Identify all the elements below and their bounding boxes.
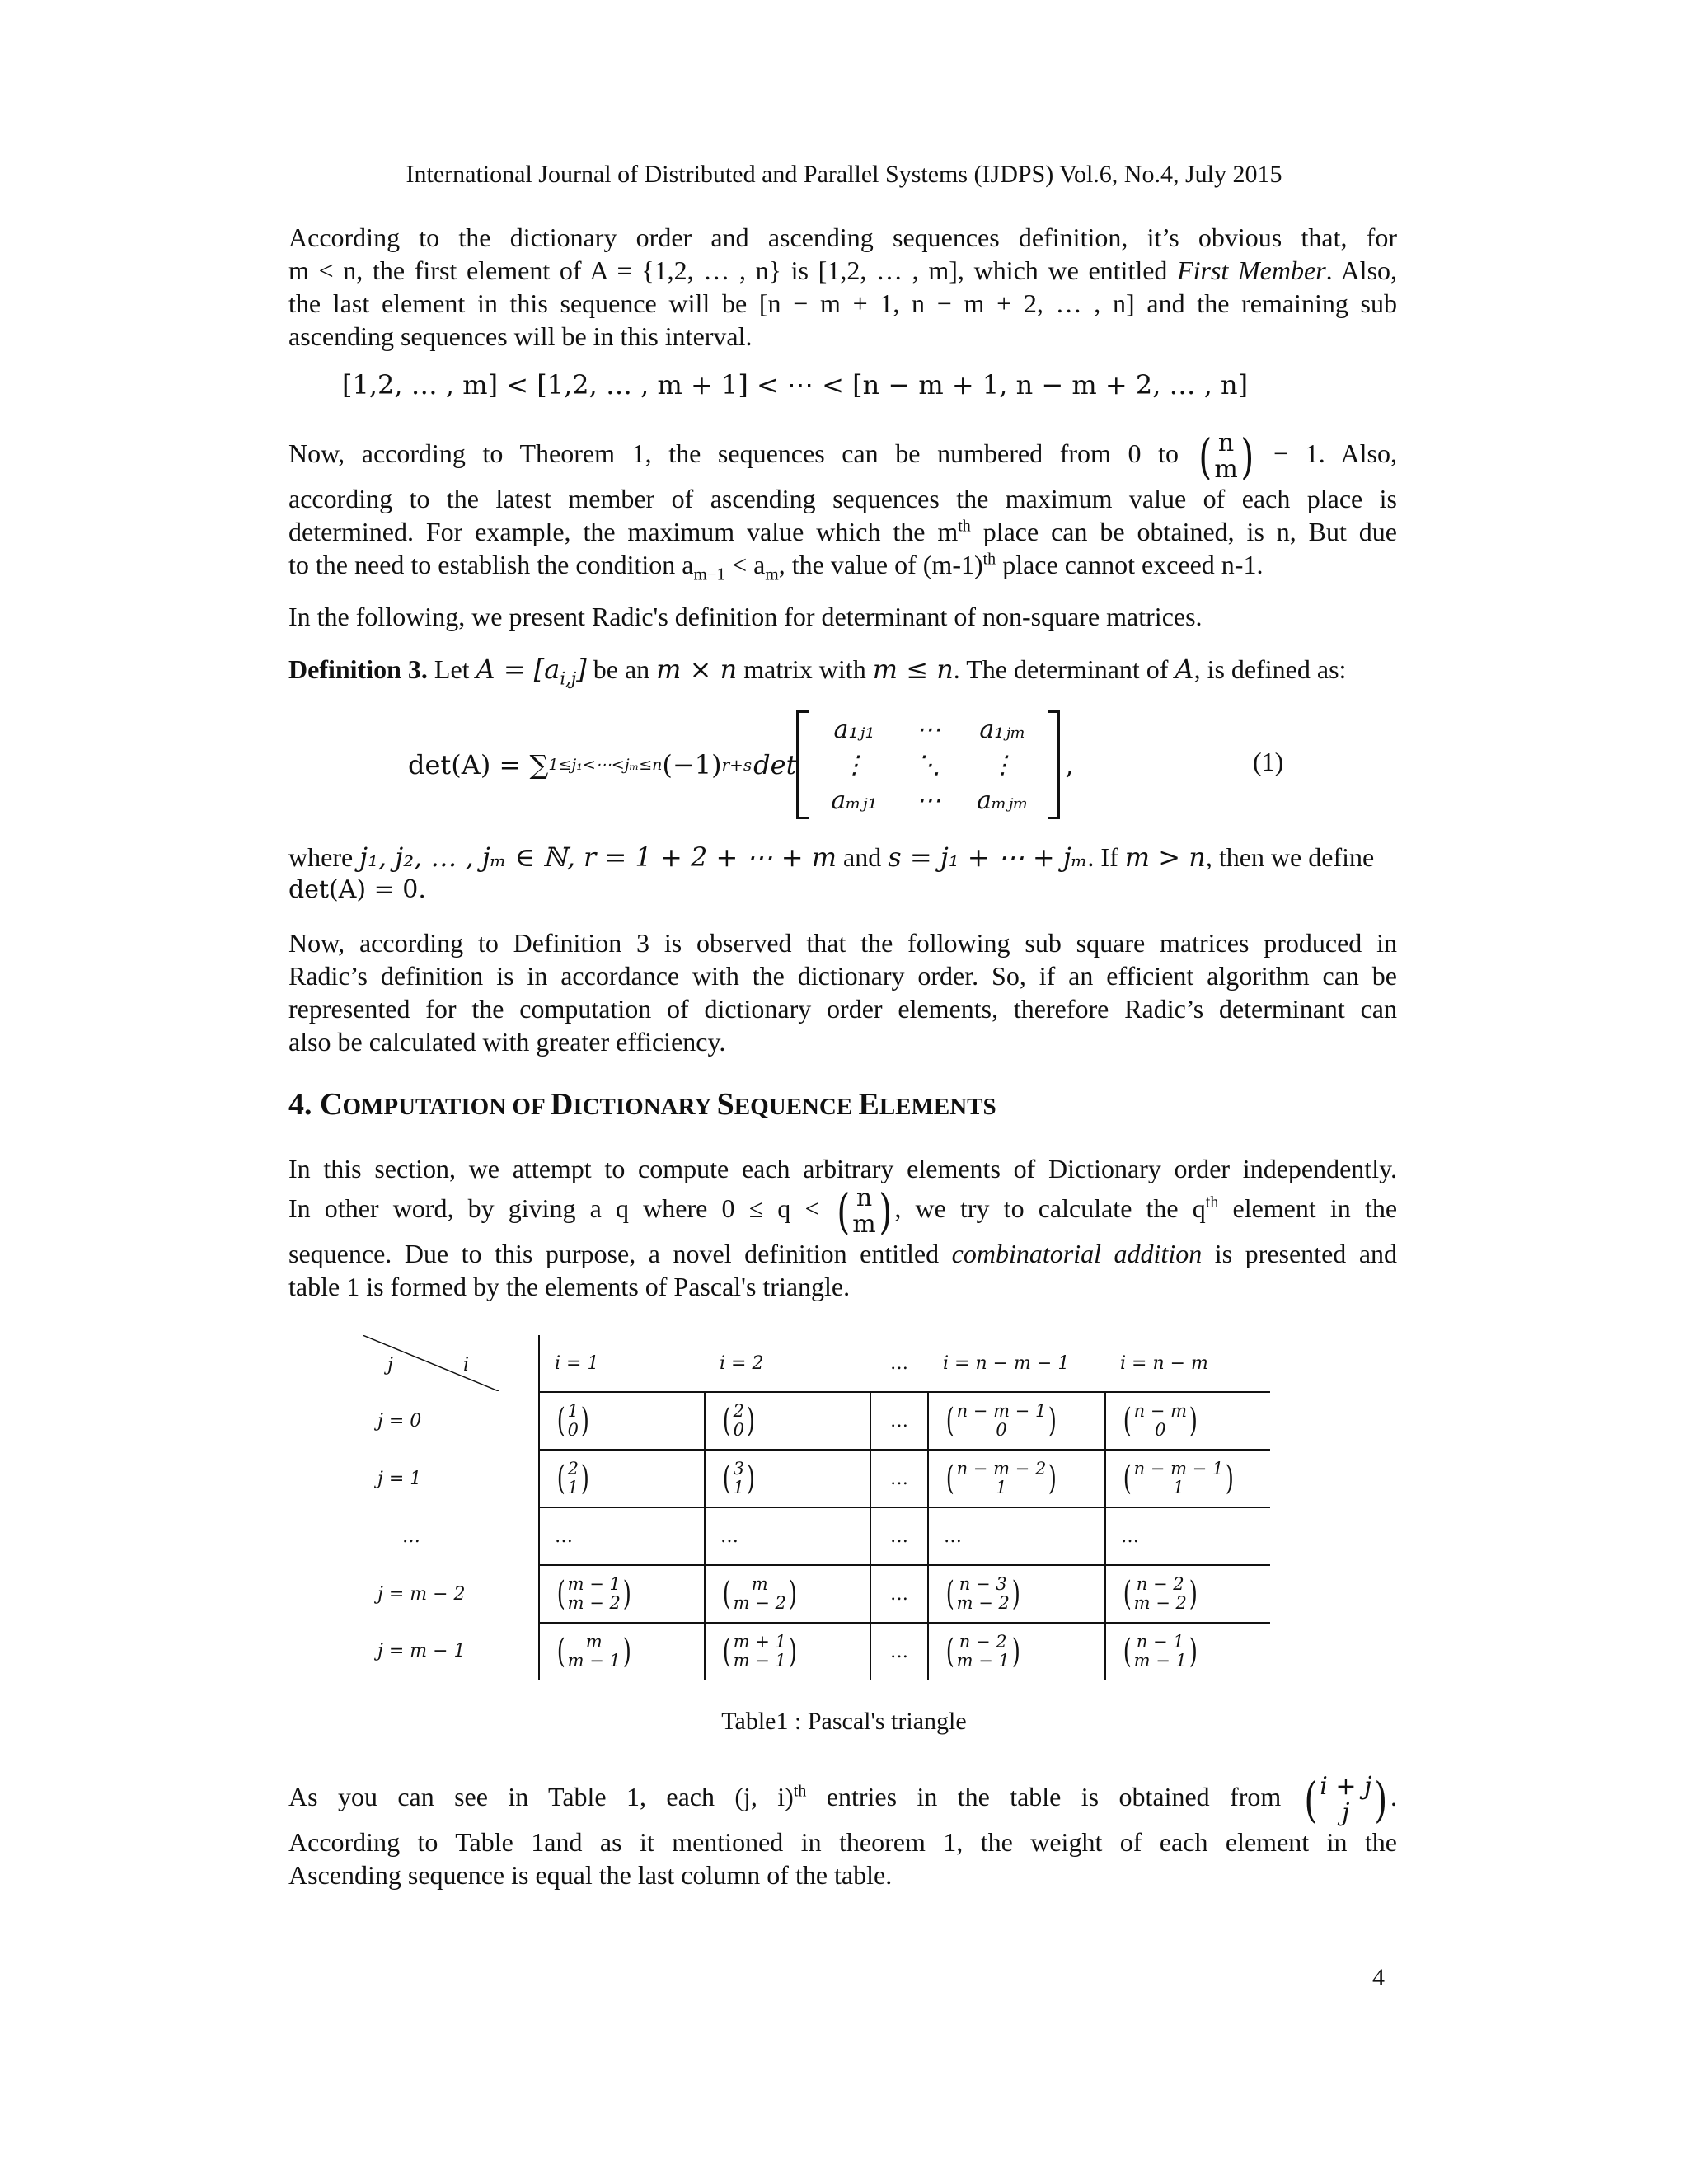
math: j₁, j₂, … , jₘ ∈ ℕ, r = 1 + 2 + ⋯ + m xyxy=(359,841,837,873)
binomial-bottom: 0 xyxy=(567,1420,579,1440)
text-line: table 1 is formed by the elements of Pascal's triangle. xyxy=(288,1272,851,1301)
submatrix xyxy=(796,710,1060,819)
heading-small-caps: LEMENTS xyxy=(879,1094,996,1120)
binomial-top: m xyxy=(751,1573,768,1594)
column-header: … xyxy=(890,1352,908,1374)
row-label: … xyxy=(402,1526,420,1547)
matrix-entry: a₁ⱼₘ xyxy=(979,715,1026,744)
binomial-bottom: m − 2 xyxy=(567,1593,621,1613)
equation-sign: (−1) xyxy=(662,749,722,780)
table-cell xyxy=(705,1392,870,1450)
table-cell xyxy=(539,1392,705,1450)
column-header: i = 1 xyxy=(539,1335,705,1392)
binomial: ( n − 3 m − 2 ) xyxy=(945,1573,1020,1613)
heading-small-caps: OMPUTATION xyxy=(342,1094,513,1120)
definition-label: Definition 3. xyxy=(288,654,428,684)
text-line: determined. For example, the maximum value which the m xyxy=(288,517,959,546)
binomial-top: 1 xyxy=(567,1400,579,1421)
table-cell: … xyxy=(1105,1507,1270,1565)
table-cell xyxy=(928,1623,1105,1680)
text-line: . If xyxy=(1087,842,1125,872)
equation-1: det(A) = ∑ 1≤j₁<⋯<jₘ≤n (−1) r+s det a₁ⱼ₁ ⋯ a₁ⱼₘ ⋮ ⋱ ⋮ aₘⱼ₁ ⋯ aₘⱼₘ , xyxy=(408,707,1074,823)
corner-label-i: i xyxy=(463,1355,470,1376)
paragraph-section-intro xyxy=(288,1152,1397,1303)
binomial-bottom: m − 2 xyxy=(1133,1593,1187,1613)
text-line: Now, according to Theorem 1, the sequences can be numbered from 0 to xyxy=(288,438,1179,468)
text-line: according to the latest member of ascending sequences the maximum value of each place is xyxy=(288,484,1397,513)
table-cell: … xyxy=(870,1507,928,1565)
table-row xyxy=(363,1507,1270,1565)
paragraph-sub-square xyxy=(288,926,1397,1058)
matrix-entry: ⋯ xyxy=(916,785,941,815)
equation-number: (1) xyxy=(1253,747,1284,776)
binomial: ( 2 0 ) xyxy=(722,1400,755,1440)
row-label: j = 0 xyxy=(377,1410,422,1432)
text-line: According to the dictionary order and ascending sequences definition, it’s obvious that, for xyxy=(288,223,1397,252)
binomial-bottom: 0 xyxy=(733,1420,744,1440)
binomial-bottom: m − 1 xyxy=(733,1651,786,1671)
table-cell: … xyxy=(870,1450,928,1507)
binomial: ( n − 1 m − 1 ) xyxy=(1123,1631,1198,1671)
column-header: i = n − m − 1 xyxy=(943,1352,1070,1374)
binomial-bottom: j xyxy=(1342,1797,1350,1827)
text-line: be an xyxy=(586,654,657,684)
binomial-bottom: m xyxy=(852,1209,876,1239)
binomial-top: m − 1 xyxy=(567,1573,621,1594)
text-line: . Also, xyxy=(1325,255,1398,285)
superscript: th xyxy=(982,550,996,569)
text-line: In the following, we present Radic's definition for determinant of non-square matrices. xyxy=(288,602,1203,631)
binomial-top: n − 2 xyxy=(959,1631,1007,1652)
emphasis-combinatorial-addition: combinatorial addition xyxy=(951,1239,1203,1268)
binomial: ( 1 0 ) xyxy=(556,1400,589,1440)
text-line: Now, according to Definition 3 is observed that the following sub square matrices produced in xyxy=(288,928,1397,958)
heading-small-caps: ICTIONARY xyxy=(573,1094,717,1120)
binomial: ( m + 1 m − 1 ) xyxy=(722,1631,797,1671)
text-line: place cannot exceed n-1. xyxy=(996,550,1264,579)
equation-comma: , xyxy=(1065,749,1074,780)
text-line: is presented and xyxy=(1202,1239,1398,1268)
text-line: According to Table 1and as it mentioned in theorem 1, the weight of each element in the xyxy=(288,1827,1397,1858)
binomial: ( n − 2 m − 1 ) xyxy=(945,1631,1020,1671)
binomial: ( n − m − 1 0 ) xyxy=(945,1400,1057,1440)
text-line: element in the xyxy=(1218,1193,1398,1223)
paragraph-numbering xyxy=(288,428,1398,584)
math: m ≤ n xyxy=(872,654,954,685)
binomial-top: n − m xyxy=(1133,1400,1187,1421)
binomial-bottom: 1 xyxy=(996,1478,1007,1497)
binomial-top: n xyxy=(856,1183,873,1212)
column-header: i = 2 xyxy=(720,1352,764,1374)
sequence-chain: [1,2, … , m] < [1,2, … , m + 1] < ⋯ < [n − m + 1, n − m + 2, … , n] xyxy=(342,369,1249,401)
binomial-bottom: m − 2 xyxy=(956,1593,1010,1613)
text-line: In this section, we attempt to compute each arbitrary elements of Dictionary order independently. xyxy=(288,1154,1397,1183)
running-header: International Journal of Distributed and Parallel Systems (IJDPS) Vol.6, No.4, July 2015 xyxy=(406,161,1282,188)
binomial-top: m + 1 xyxy=(733,1631,786,1652)
table-cell: … xyxy=(705,1507,870,1565)
binomial-bottom: m xyxy=(1214,454,1238,484)
binomial-bottom: m − 2 xyxy=(733,1593,786,1613)
binomial: ( n − m − 1 1 ) xyxy=(1123,1458,1235,1497)
math: A xyxy=(1175,654,1194,685)
text-line: . xyxy=(1390,1782,1398,1811)
heading-cap: S xyxy=(716,1087,734,1122)
text-line: also be calculated with greater efficiency. xyxy=(288,1027,726,1057)
table-row xyxy=(363,1392,1270,1450)
binomial-bottom: m − 1 xyxy=(956,1651,1010,1671)
binomial-n-m: ( n m ) xyxy=(1198,428,1254,485)
matrix-entry: aₘⱼₘ xyxy=(977,785,1029,815)
binomial-top: n − 2 xyxy=(1136,1573,1184,1594)
math: ] xyxy=(576,654,587,685)
binomial-top: n − m − 1 xyxy=(1133,1458,1224,1479)
math: m × n xyxy=(656,654,738,685)
heading-cap: C xyxy=(320,1087,343,1122)
binomial-top: n − 1 xyxy=(1136,1631,1184,1652)
binomial-i-plus-j: ( i + j j ) xyxy=(1304,1771,1388,1828)
text-line: ascending sequences will be in this interval. xyxy=(288,321,753,351)
heading-small-caps: OF xyxy=(512,1094,551,1120)
text-line: Radic’s definition is in accordance with the dictionary order. So, if an efficient algorithm can be xyxy=(288,961,1397,991)
text-line: < a xyxy=(725,550,766,579)
table-cell xyxy=(1105,1392,1270,1450)
table-cell xyxy=(1105,1565,1270,1623)
column-header: i = n − m xyxy=(1120,1352,1208,1374)
table-cell xyxy=(705,1623,870,1680)
section-number: 4. xyxy=(288,1087,320,1122)
matrix-entry: aₘⱼ₁ xyxy=(831,785,878,815)
det-operator: det xyxy=(753,749,797,780)
binomial: ( m m − 1 ) xyxy=(556,1631,631,1671)
row-label: j = m − 1 xyxy=(377,1641,466,1661)
text-line: In other word, by giving a q where 0 ≤ q < xyxy=(288,1193,820,1223)
matrix-entry: ⋮ xyxy=(842,750,867,780)
table-row xyxy=(363,1565,1270,1623)
corner-label-j: j xyxy=(387,1355,393,1376)
table-cell xyxy=(539,1450,705,1507)
table-cell xyxy=(1105,1450,1270,1507)
matrix-entry: a₁ⱼ₁ xyxy=(833,715,875,744)
subscript: m−1 xyxy=(693,564,726,584)
section-heading xyxy=(288,1086,996,1122)
binomial-top: m xyxy=(585,1631,603,1652)
text-line: the last element in this sequence will be [n − m + 1, n − m + 2, … , n] and the remaining sub xyxy=(288,288,1397,318)
binomial-top: 2 xyxy=(567,1458,579,1479)
table-row xyxy=(363,1623,1270,1680)
table-cell xyxy=(928,1450,1105,1507)
table-cell: … xyxy=(870,1392,928,1450)
binomial: ( n − m 0 ) xyxy=(1123,1400,1198,1440)
table-cell xyxy=(1105,1623,1270,1680)
table-row xyxy=(363,1450,1270,1507)
pascal-triangle-table xyxy=(363,1335,1270,1680)
table-header-row xyxy=(363,1335,1270,1392)
superscript: th xyxy=(958,517,971,536)
binomial-bottom: 0 xyxy=(1155,1420,1166,1440)
table-cell xyxy=(539,1623,705,1680)
superscript: th xyxy=(793,1782,807,1801)
binomial-bottom: 1 xyxy=(733,1478,744,1497)
text-line: matrix with xyxy=(737,654,873,684)
binomial-bottom: m − 1 xyxy=(1133,1651,1187,1671)
diagonal-divider xyxy=(363,1335,499,1391)
binomial: ( 2 1 ) xyxy=(556,1458,589,1497)
text-line: , is defined as: xyxy=(1193,654,1347,684)
matrix-entry: ⋯ xyxy=(916,715,941,744)
binomial-top: n − m − 1 xyxy=(956,1400,1047,1421)
binomial-bottom: 1 xyxy=(1173,1478,1184,1497)
math: s = j₁ + ⋯ + jₘ xyxy=(888,841,1088,873)
binomial-bottom: 1 xyxy=(567,1478,579,1497)
binomial-top: n − m − 2 xyxy=(956,1458,1047,1479)
page-number: 4 xyxy=(1372,1964,1385,1991)
table-cell xyxy=(705,1450,870,1507)
math-line: det(A) = 0. xyxy=(288,875,426,904)
binomial: ( m m − 2 ) xyxy=(722,1573,797,1613)
table-cell xyxy=(928,1565,1105,1623)
paragraph-where xyxy=(288,841,1397,907)
binomial-top: n − 3 xyxy=(959,1573,1007,1594)
binomial-top: 3 xyxy=(733,1458,744,1479)
binomial: ( 3 1 ) xyxy=(722,1458,755,1497)
equation-lhs: det(A) = ∑ xyxy=(408,749,549,780)
table-cell: … xyxy=(928,1507,1105,1565)
text-line: place can be obtained, is n, But due xyxy=(970,517,1398,546)
definition-3 xyxy=(288,653,1397,689)
binomial: ( m − 1 m − 2 ) xyxy=(556,1573,631,1613)
paragraph-dictionary-order xyxy=(288,221,1397,353)
text-line: Ascending sequence is equal the last column of the table. xyxy=(288,1860,893,1891)
math: A = [a xyxy=(476,654,560,685)
heading-cap: E xyxy=(858,1087,879,1122)
text-line: , we try to calculate the q xyxy=(894,1193,1206,1223)
subscript: i,j xyxy=(560,668,577,689)
text-line: where xyxy=(288,842,360,872)
text-line: Let xyxy=(427,654,476,684)
paragraph-table-explanation xyxy=(288,1772,1397,1891)
text-line: to the need to establish the condition a xyxy=(288,550,694,579)
binomial-top: i + j xyxy=(1320,1772,1372,1802)
text-line: entries in the table is obtained from xyxy=(806,1782,1282,1811)
math: m > n xyxy=(1124,841,1206,873)
heading-cap: D xyxy=(550,1087,574,1122)
table-cell xyxy=(928,1392,1105,1450)
subscript: m xyxy=(765,564,779,584)
binomial: ( n − 2 m − 2 ) xyxy=(1123,1573,1198,1613)
table-caption: Table1 : Pascal's triangle xyxy=(721,1708,967,1735)
corner-cell xyxy=(363,1335,539,1392)
text-line: m < n, the first element of A = {1,2, … , n} is [1,2, … , m], which we entitled xyxy=(288,255,1178,285)
paragraph-radic-intro xyxy=(288,600,1397,633)
superscript: th xyxy=(1205,1193,1219,1212)
binomial: ( n − m − 2 1 ) xyxy=(945,1458,1057,1497)
heading-small-caps: EQUENCE xyxy=(734,1094,859,1120)
binomial-top: 2 xyxy=(733,1400,744,1421)
emphasis-first-member: First Member xyxy=(1177,255,1326,285)
table-cell xyxy=(539,1565,705,1623)
matrix-entry: ⋱ xyxy=(916,750,941,780)
table-cell: … xyxy=(870,1565,928,1623)
row-label: j = 1 xyxy=(377,1468,422,1489)
binomial-top: n xyxy=(1217,429,1235,457)
text-line: , the value of (m-1) xyxy=(778,550,983,579)
text-line: and xyxy=(837,842,889,872)
binomial-bottom: m − 1 xyxy=(567,1651,621,1671)
binomial-n-m: ( n m ) xyxy=(837,1183,892,1240)
binomial-bottom: 0 xyxy=(996,1420,1007,1440)
text-line: sequence. Due to this purpose, a novel definition entitled xyxy=(288,1239,952,1268)
text-line: . The determinant of xyxy=(953,654,1175,684)
text-line: , then we define xyxy=(1205,842,1375,872)
table-cell: … xyxy=(870,1623,928,1680)
text-line: represented for the computation of dictionary order elements, therefore Radic’s determinant can xyxy=(288,994,1397,1024)
text-line: − 1. Also, xyxy=(1273,438,1398,468)
matrix-entry: ⋮ xyxy=(990,750,1015,780)
text-line: As you can see in Table 1, each (j, i) xyxy=(288,1782,794,1811)
table-cell xyxy=(705,1565,870,1623)
row-label: j = m − 2 xyxy=(377,1583,466,1605)
table-cell: … xyxy=(539,1507,705,1565)
